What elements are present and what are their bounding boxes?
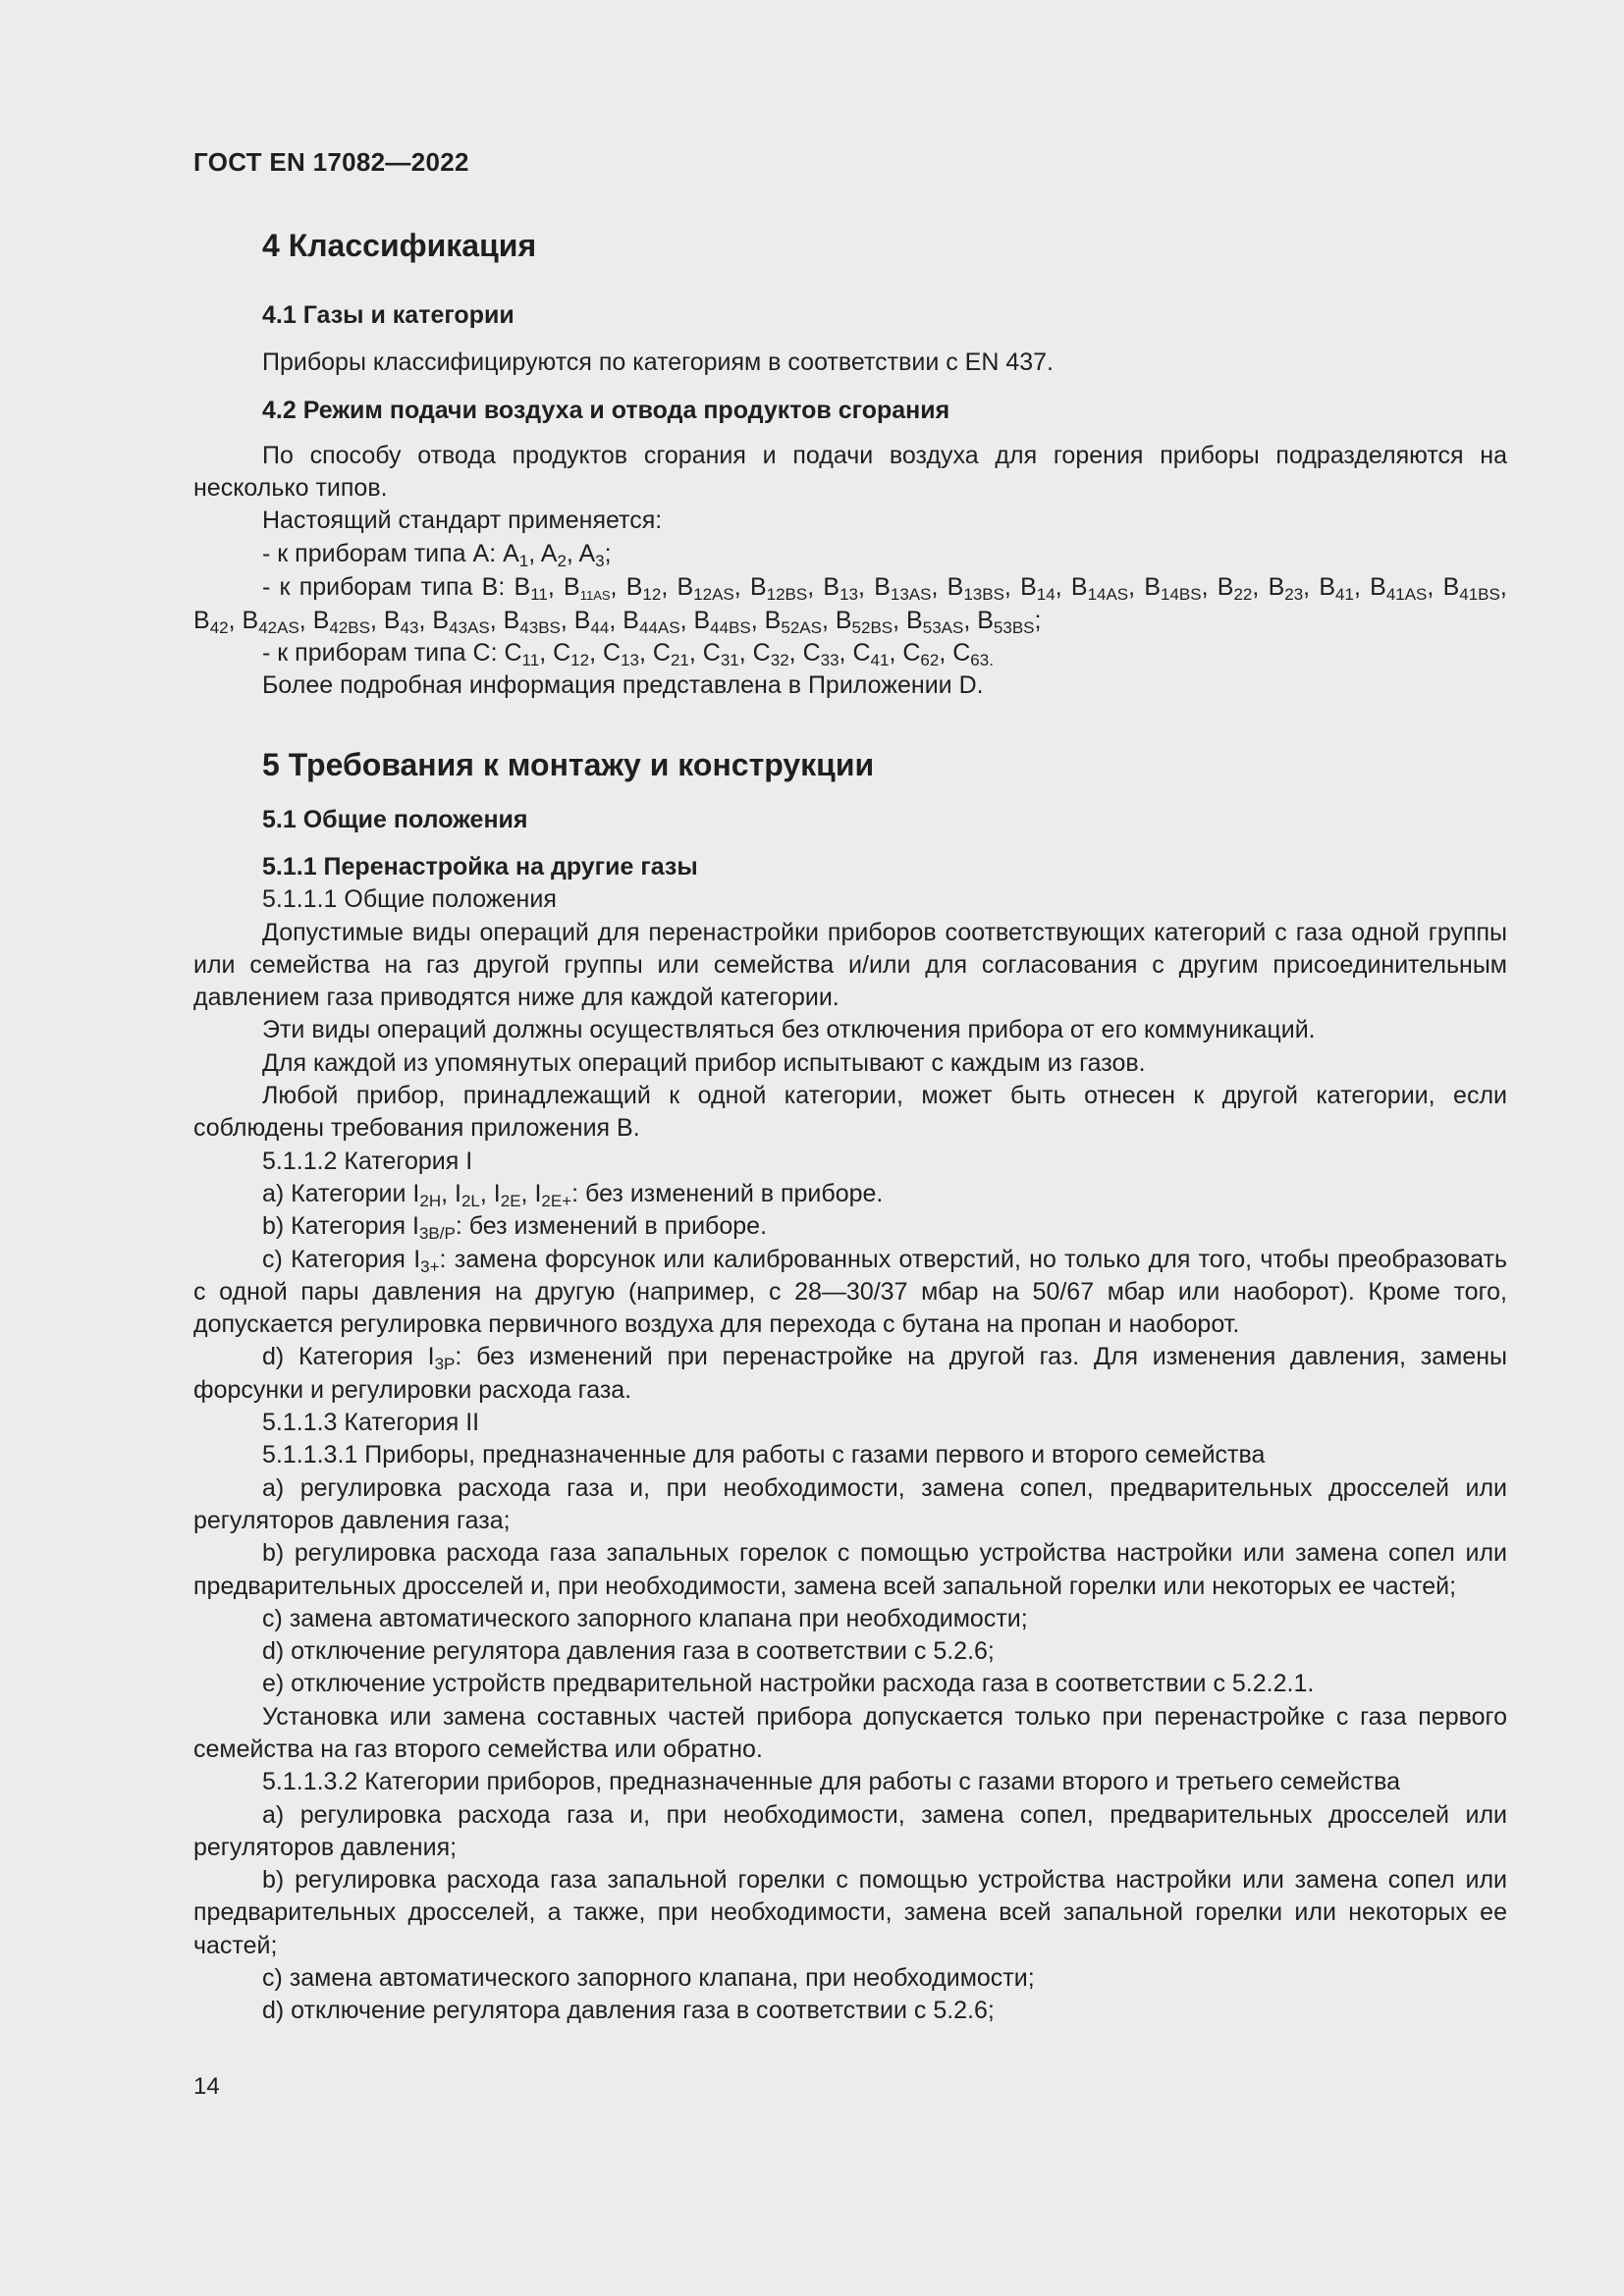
category-i-item-a: a) Категории $I_{2H}$, $I_{2L}$, $I_{2E}$, $I_{2E+}$: без изменений в приборе.: [262, 1179, 884, 1210]
type-a-symbols: [503, 539, 612, 570]
symbol-b43bs: $B_{43BS}$,: [503, 607, 574, 638]
symbol-a3: $A_3$;: [578, 539, 612, 570]
category-ii-1-item-c: c) замена автоматического запорного клапана при необходимости;: [262, 1604, 1028, 1632]
symbol-b44as: $B_{44AS}$,: [623, 607, 694, 638]
symbol-i3p: $I_{3P}$: [427, 1343, 456, 1374]
symbol-b43: $B_{43}$,: [383, 607, 433, 638]
symbol-b13: $B_{13}$,: [823, 573, 875, 605]
page-number: 14: [193, 2073, 220, 2100]
symbol-c13: $C_{13}$,: [603, 639, 653, 670]
symbol-b41as: $B_{41AS}$,: [1370, 573, 1443, 605]
section-5-1-1-1-para-2: Эти виды операций должны осуществляться без отключения прибора от его коммуникаций.: [262, 1016, 1316, 1044]
symbol-b41bs: $B_{41BS}$,: [1442, 573, 1507, 605]
section-5-title: 5 Требования к монтажу и конструкции: [262, 746, 875, 782]
symbol-c62: $C_{62}$,: [902, 639, 953, 670]
section-4-2-title: 4.2 Режим подачи воздуха и отвода продуктов сгорания: [262, 396, 950, 424]
type-b-list: - к приборам типа В: $B_{11}$, $B_{11AS}$, $B_{12}$, $B_{12AS}$, $B_{12BS}$, $B_{13}$, $B_{13AS}$, $B_{13BS}$, $B_{14}$, $B_{14AS}$, $B_{14BS}$, $B_{22}$, $B_{23}$, $B_{41}$, $B_{41AS}$, $B_{41BS}$, $B_{42}$, $B_{42AS}$, $B_{42BS}$, $B_{43}$, $B_{43AS}$, $B_{43BS}$, $B_{44}$, $B_{44AS}$, $B_{44BS}$, $B_{52AS}$, $B_{52BS}$, $B_{53AS}$, $B_{53BS}$;: [193, 573, 1507, 638]
symbol-b14: $B_{14}$,: [1020, 573, 1071, 605]
symbol-c12: $C_{12}$,: [553, 639, 603, 670]
section-5-1-1-3-title: 5.1.1.3 Категория II: [262, 1409, 480, 1437]
symbol-i2h: $I_{2H}$,: [412, 1179, 456, 1210]
symbol-c31: $C_{31}$,: [702, 639, 753, 670]
section-5-1-1-3-2-title: 5.1.1.3.2 Категории приборов, предназначенные для работы с газами второго и третьего семейства: [262, 1768, 1400, 1796]
symbol-i3b-p: $I_{3B/P}$: [412, 1212, 456, 1244]
symbol-b12as: $B_{12AS}$,: [677, 573, 750, 605]
type-c-symbols: [504, 639, 994, 670]
symbol-b43as: $B_{43AS}$,: [432, 607, 504, 638]
category-ii-1-item-d: d) отключение регулятора давления газа в соответствии с 5.2.6;: [262, 1637, 995, 1666]
category-ii-1-item-a: a) регулировка расхода газа и, при необходимости, замена сопел, предварительных дросселей или регуляторов давления газа;: [193, 1473, 1507, 1534]
section-4-2-para-2: Настоящий стандарт применяется:: [262, 507, 663, 535]
symbol-c63-: $C_{63.}$: [952, 639, 994, 670]
symbol-b53bs: $B_{53BS}$;: [977, 607, 1042, 638]
symbol-b23: $B_{23}$,: [1268, 573, 1320, 605]
category-ii-2-item-b: b) регулировка расхода газа запальной горелки с помощью устройства настройки или замена сопел или предварительных дросселей, а также, при необходимости, замена всей запальной горелки или некоторых ее частей;: [193, 1866, 1507, 1959]
symbol-b12: $B_{12}$,: [625, 573, 677, 605]
category-ii-2-item-d: d) отключение регулятора давления газа в соответствии с 5.2.6;: [262, 1997, 995, 2025]
symbol-a2: $A_2$,: [540, 539, 579, 570]
section-5-1-1-2-title: 5.1.1.2 Категория I: [262, 1147, 473, 1175]
symbol-b52bs: $B_{52BS}$,: [835, 607, 907, 638]
section-4-2-para-1: По способу отвода продуктов сгорания и подачи воздуха для горения приборы подразделяются на несколько типов.: [193, 441, 1507, 503]
symbol-b12bs: $B_{12BS}$,: [749, 573, 824, 605]
section-4-2-more-info: Более подробная информация представлена в Приложении D.: [262, 671, 984, 700]
section-5-1-1-1-para-1: Допустимые виды операций для перенастройки приборов соответствующих категорий с газа одной группы или семейства на газ другой группы или семейства и/или для согласования с другим присоединительным давлением газа приводятся ниже для каждой категории.: [193, 918, 1507, 1012]
section-5-1-1-1-para-3: Для каждой из упомянутых операций прибор испытывают с каждым из газов.: [262, 1048, 1146, 1077]
category-ii-2-item-c: c) замена автоматического запорного клапана, при необходимости;: [262, 1964, 1035, 1993]
section-4-title: 4 Классификация: [262, 228, 537, 263]
section-5-1-1-1-para-4: Любой прибор, принадлежащий к одной категории, может быть отнесен к другой категории, если соблюдены требования приложения B.: [193, 1082, 1507, 1143]
section-4-1-text: Приборы классифицируются по категориям в соответствии с EN 437.: [262, 348, 1055, 377]
symbol-b11as: $B_{11AS}$,: [564, 573, 626, 604]
symbol-b13bs: $B_{13BS}$,: [947, 573, 1021, 605]
symbol-b13as: $B_{13AS}$,: [874, 573, 947, 605]
symbol-c21: $C_{21}$,: [652, 639, 703, 670]
symbol-b14bs: $B_{14BS}$,: [1144, 573, 1218, 605]
category-ii-1-para: Установка или замена составных частей прибора допускается только при перенастройке с газа первого семейства на газ второго семейства или обратно.: [193, 1702, 1507, 1763]
symbol-c33: $C_{33}$,: [802, 639, 853, 670]
symbol-b14as: $B_{14AS}$,: [1070, 573, 1145, 605]
symbol-i2e-: $I_{2E+}$: [534, 1179, 572, 1210]
symbol-b53as: $B_{53AS}$,: [906, 607, 978, 638]
category-ii-2-item-a: a) регулировка расхода газа и, при необходимости, замена сопел, предварительных дросселей или регуляторов давления;: [193, 1800, 1507, 1861]
category-ii-1-item-b: b) регулировка расхода газа запальных горелок с помощью устройства настройки или замена сопел или предварительных дросселей и, при необходимости, замена всей запальной горелки или некоторых ее частей;: [193, 1539, 1507, 1600]
symbol-b44: $B_{44}$,: [573, 607, 623, 638]
symbol-c11: $C_{11}$,: [504, 639, 554, 670]
category-i-item-b: b) Категория $I_{3B/P}$: без изменений в приборе.: [262, 1212, 768, 1244]
symbol-c32: $C_{32}$,: [752, 639, 803, 670]
symbol-c41: $C_{41}$,: [852, 639, 903, 670]
category-i-item-d: d) Категория $I_{3P}$: без изменений при перенастройке на другой газ. Для изменения давления, замены форсунки и регулировки расхода газа.: [193, 1343, 1508, 1404]
symbol-i2e: $I_{2E}$,: [493, 1179, 535, 1210]
section-4-1-title: 4.1 Газы и категории: [262, 301, 514, 329]
category-ii-1-item-e: e) отключение устройств предварительной настройки расхода газа в соответствии с 5.2.2.1.: [262, 1670, 1315, 1698]
symbol-b42as: $B_{42AS}$,: [242, 607, 313, 638]
section-5-1-1-title: 5.1.1 Перенастройка на другие газы: [262, 852, 698, 881]
type-a-list: - к приборам типа А: $A_1$, $A_2$, $A_3$;: [262, 539, 612, 570]
symbol-i3-: $I_{3+}$: [413, 1245, 440, 1276]
section-5-1-1-1-title: 5.1.1.1 Общие положения: [262, 885, 557, 914]
symbol-b44bs: $B_{44BS}$,: [693, 607, 765, 638]
symbol-b42bs: $B_{42BS}$,: [312, 607, 384, 638]
symbol-b41: $B_{41}$,: [1319, 573, 1371, 605]
symbol-b42: $B_{42}$,: [193, 607, 243, 638]
section-5-1-1-3-1-title: 5.1.1.3.1 Приборы, предназначенные для работы с газами первого и второго семейства: [262, 1441, 1266, 1469]
symbol-b11: $B_{11}$,: [514, 573, 565, 605]
symbol-b22: $B_{22}$,: [1217, 573, 1269, 605]
category-i-item-c: c) Категория $I_{3+}$: замена форсунок или калиброванных отверстий, но только для того, чтобы преобразовать с одной пары давления на другую (например, с 28—30/37 мбар на 50/67 мбар или наоборот). Кроме того, допускается регулировка первичного воздуха для перехода с бутана на пропан и наоборот.: [193, 1245, 1507, 1339]
symbol-i2l: $I_{2L}$,: [455, 1179, 494, 1210]
document-header: ГОСТ EN 17082—2022: [193, 147, 469, 177]
section-5-1-title: 5.1 Общие положения: [262, 805, 528, 833]
type-c-list: - к приборам типа С: $C_{11}$, $C_{12}$, $C_{13}$, $C_{21}$, $C_{31}$, $C_{32}$, $C_{33}$, $C_{41}$, $C_{62}$, $C_{63.}$: [262, 639, 994, 670]
document-body: [193, 221, 1507, 2028]
symbol-b52as: $B_{52AS}$,: [764, 607, 836, 638]
symbol-a1: $A_1$,: [503, 539, 541, 570]
